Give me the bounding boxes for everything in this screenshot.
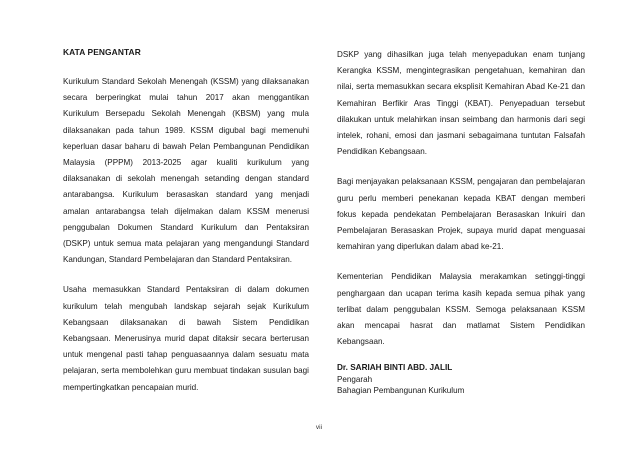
paragraph-dskp: DSKP yang dihasilkan juga telah menyepadukan enam tunjang Kerangka KSSM, mengintegrasikan pengetahuan, kemahiran dan nilai, serta memasukkan secara eksplisit Kemahiran Abad Ke-21 dan Kemahiran Berfikir Aras Tinggi (KBAT). Penyepaduan tersebut dilakukan untuk melahirkan insan seimbang dan harmonis dari segi intelek, rohani, emosi dan jasmani sebagaimana tuntutan Falsafah Pendidikan Kebangsaan.: [337, 50, 585, 157]
left-column: [63, 44, 309, 410]
paragraph-kssm-intro: Kurikulum Standard Sekolah Menengah (KSSM) yang dilaksanakan secara berperingkat mulai tahun 2017 akan menggantikan Kurikulum Bersepadu Sekolah Menengah (KBSM) yang mula dilaksanakan pada tahun 1989. KSSM digubal bagi memenuhi keperluan dasar baharu di bawah Pelan Pembangunan Pendidikan Malaysia (PPPM) 2013-2025 agar kualiti kurikulum yang dilaksanakan di sekolah menengah setanding dengan standard antarabangsa. Kurikulum berasaskan standard yang menjadi amalan antarabangsa telah dijelmakan dalam KSSM menerusi penggubalan Dokumen Standard Kurikulum dan Pentaksiran (DSKP) untuk semua mata pelajaran yang mengandungi Standard Kandungan, Standard Pembelajaran dan Standard Pentaksiran.: [63, 77, 309, 265]
page-number: vii: [315, 424, 323, 431]
paragraph-standard-pentaksiran: Usaha memasukkan Standard Pentaksiran di dalam dokumen kurikulum telah mengubah landskap sejarah sejak Kurikulum Kebangsaan dilaksanakan di bawah Sistem Pendidikan Kebangsaan. Menerusinya murid dapat ditaksir secara berterusan untuk mengenal pasti tahap penguasaannya dalam sesuatu mata pelajaran, serta membolehkan guru membuat tindakan susulan bagi mempertingkatkan pencapaian murid.: [63, 285, 309, 392]
signatory-name: Dr. SARIAH BINTI ABD. JALIL: [337, 363, 453, 373]
paragraph-kbat: Bagi menjayakan pelaksanaan KSSM, pengajaran dan pembelajaran guru perlu memberi penekanan kepada KBAT dengan memberi fokus kepada pendekatan Pembelajaran Berasaskan Inkuiri dan Pembelajaran Berasaskan Projek, supaya murid dapat menguasai kemahiran yang diperlukan dalam abad ke-21.: [337, 177, 585, 252]
page-heading: KATA PENGANTAR: [63, 47, 141, 57]
signatory-title: Pengarah: [337, 375, 373, 385]
right-column: [337, 47, 585, 396]
signatory-department: Bahagian Pembangunan Kurikulum: [337, 386, 465, 396]
signature-block: [337, 362, 585, 396]
paragraph-acknowledgement: Kementerian Pendidikan Malaysia merakamkan setinggi-tinggi penghargaan dan ucapan terima kasih kepada semua pihak yang terlibat dalam penggubalan KSSM. Semoga pelaksanaan KSSM akan mencapai hasrat dan matlamat Sistem Pendidikan Kebangsaan.: [337, 272, 585, 347]
